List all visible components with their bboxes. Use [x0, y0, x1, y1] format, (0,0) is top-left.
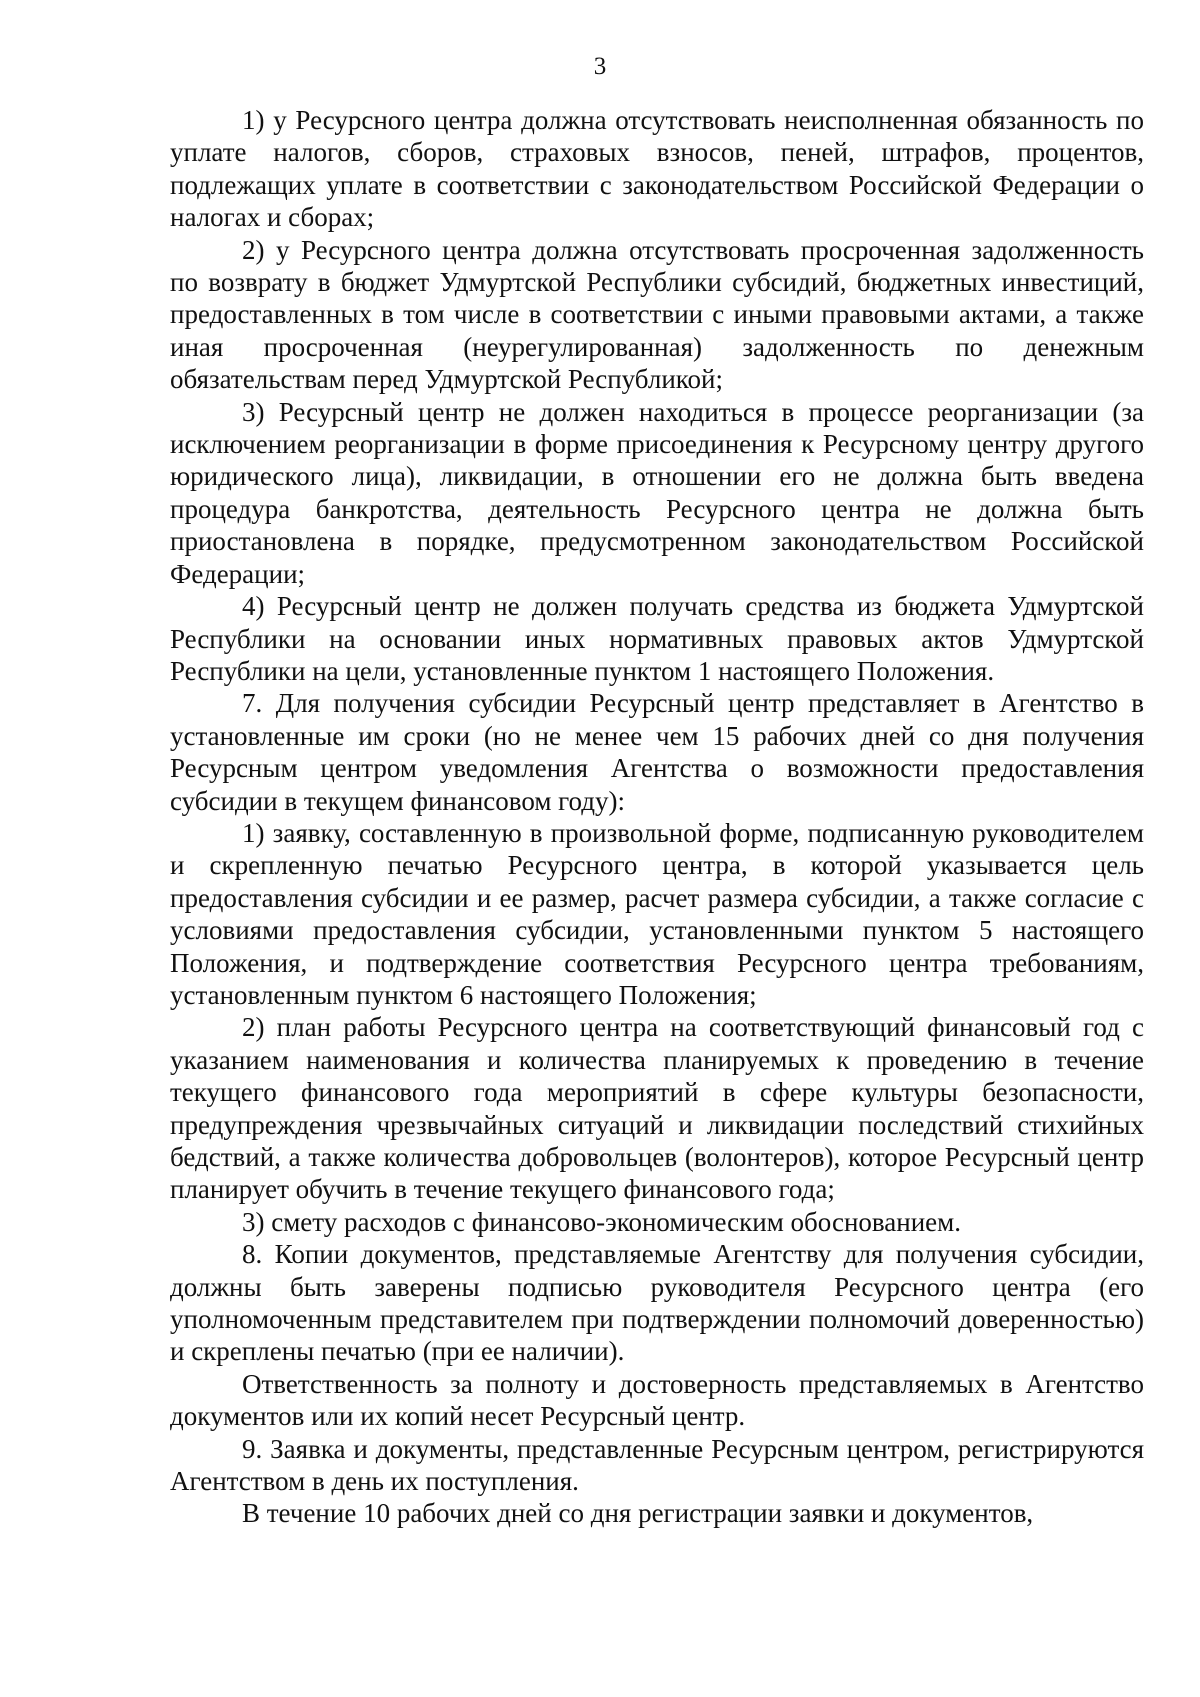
paragraph-responsibility: Ответственность за полноту и достоверность представляемых в Агентство документов или их копий несет Ресурсный центр.	[170, 1368, 1144, 1432]
paragraph-review-period: В течение 10 рабочих дней со дня регистрации заявки и документов,	[242, 1498, 1034, 1529]
paragraph-clause-8: 8. Копии документов, представляемые Агентству для получения субсидии, должны быть заверены подписью руководителя Ресурсного центра (его уполномоченным представителем при подтверждении полномочий доверенностью) и скреплены печатью (при ее наличии).	[170, 1239, 1144, 1367]
paragraph-condition-4: 4) Ресурсный центр не должен получать средства из бюджета Удмуртской Республики на основании иных нормативных правовых актов Удмуртской Республики на цели, установленные пунктом 1 настоящего Положения.	[170, 591, 1144, 686]
paragraph-condition-1: 1) у Ресурсного центра должна отсутствовать неисполненная обязанность по уплате налогов, сборов, страховых взносов, пеней, штрафов, процентов, подлежащих уплате в соответствии с законодательством Российской Федерации о налогах и сборах;	[170, 105, 1144, 233]
paragraph-condition-3: 3) Ресурсный центр не должен находиться в процессе реорганизации (за исключением реорганизации в форме присоединения к Ресурсному центру другого юридического лица), ликвидации, в отношении его не должна быть введена процедура банкротства, деятельность Ресурсного центра не должна быть приостановлена в порядке, предусмотренном законодательством Российской Федерации;	[170, 396, 1144, 589]
document-body	[170, 104, 1144, 1530]
paragraph-clause-7-item-2: 2) план работы Ресурсного центра на соответствующий финансовый год с указанием наименования и количества планируемых к проведению в течение текущего финансового года мероприятий в сфере культуры безопасности, предупреждения чрезвычайных ситуаций и ликвидации последствий стихийных бедствий, а также количества добровольцев (волонтеров), которое Ресурсный центр планирует обучить в течение текущего финансового года;	[170, 1012, 1144, 1205]
page-number: 3	[593, 53, 607, 80]
paragraph-clause-7-item-1: 1) заявку, составленную в произвольной форме, подписанную руководителем и скрепленную печатью Ресурсного центра, в которой указывается цель предоставления субсидии и ее размер, расчет размера субсидии, а также согласие с условиями предоставления субсидии, установленными пунктом 5 настоящего Положения, и подтверждение соответствия Ресурсного центра требованиям, установленным пунктом 6 настоящего Положения;	[170, 817, 1144, 1010]
paragraph-condition-2: 2) у Ресурсного центра должна отсутствовать просроченная задолженность по возврату в бюджет Удмуртской Республики субсидий, бюджетных инвестиций, предоставленных в том числе в соответствии с иными правовыми актами, а также иная просроченная (неурегулированная) задолженность по денежным обязательствам перед Удмуртской Республикой;	[170, 234, 1144, 395]
paragraph-clause-9: 9. Заявка и документы, представленные Ресурсным центром, регистрируются Агентством в день их поступления.	[170, 1433, 1144, 1497]
paragraph-clause-7-item-3: 3) смету расходов с финансово-экономическим обоснованием.	[242, 1206, 961, 1237]
paragraph-clause-7: 7. Для получения субсидии Ресурсный центр представляет в Агентство в установленные им сроки (но не менее чем 15 рабочих дней со дня получения Ресурсным центром уведомления Агентства о возможности предоставления субсидии в текущем финансовом году):	[170, 688, 1144, 816]
